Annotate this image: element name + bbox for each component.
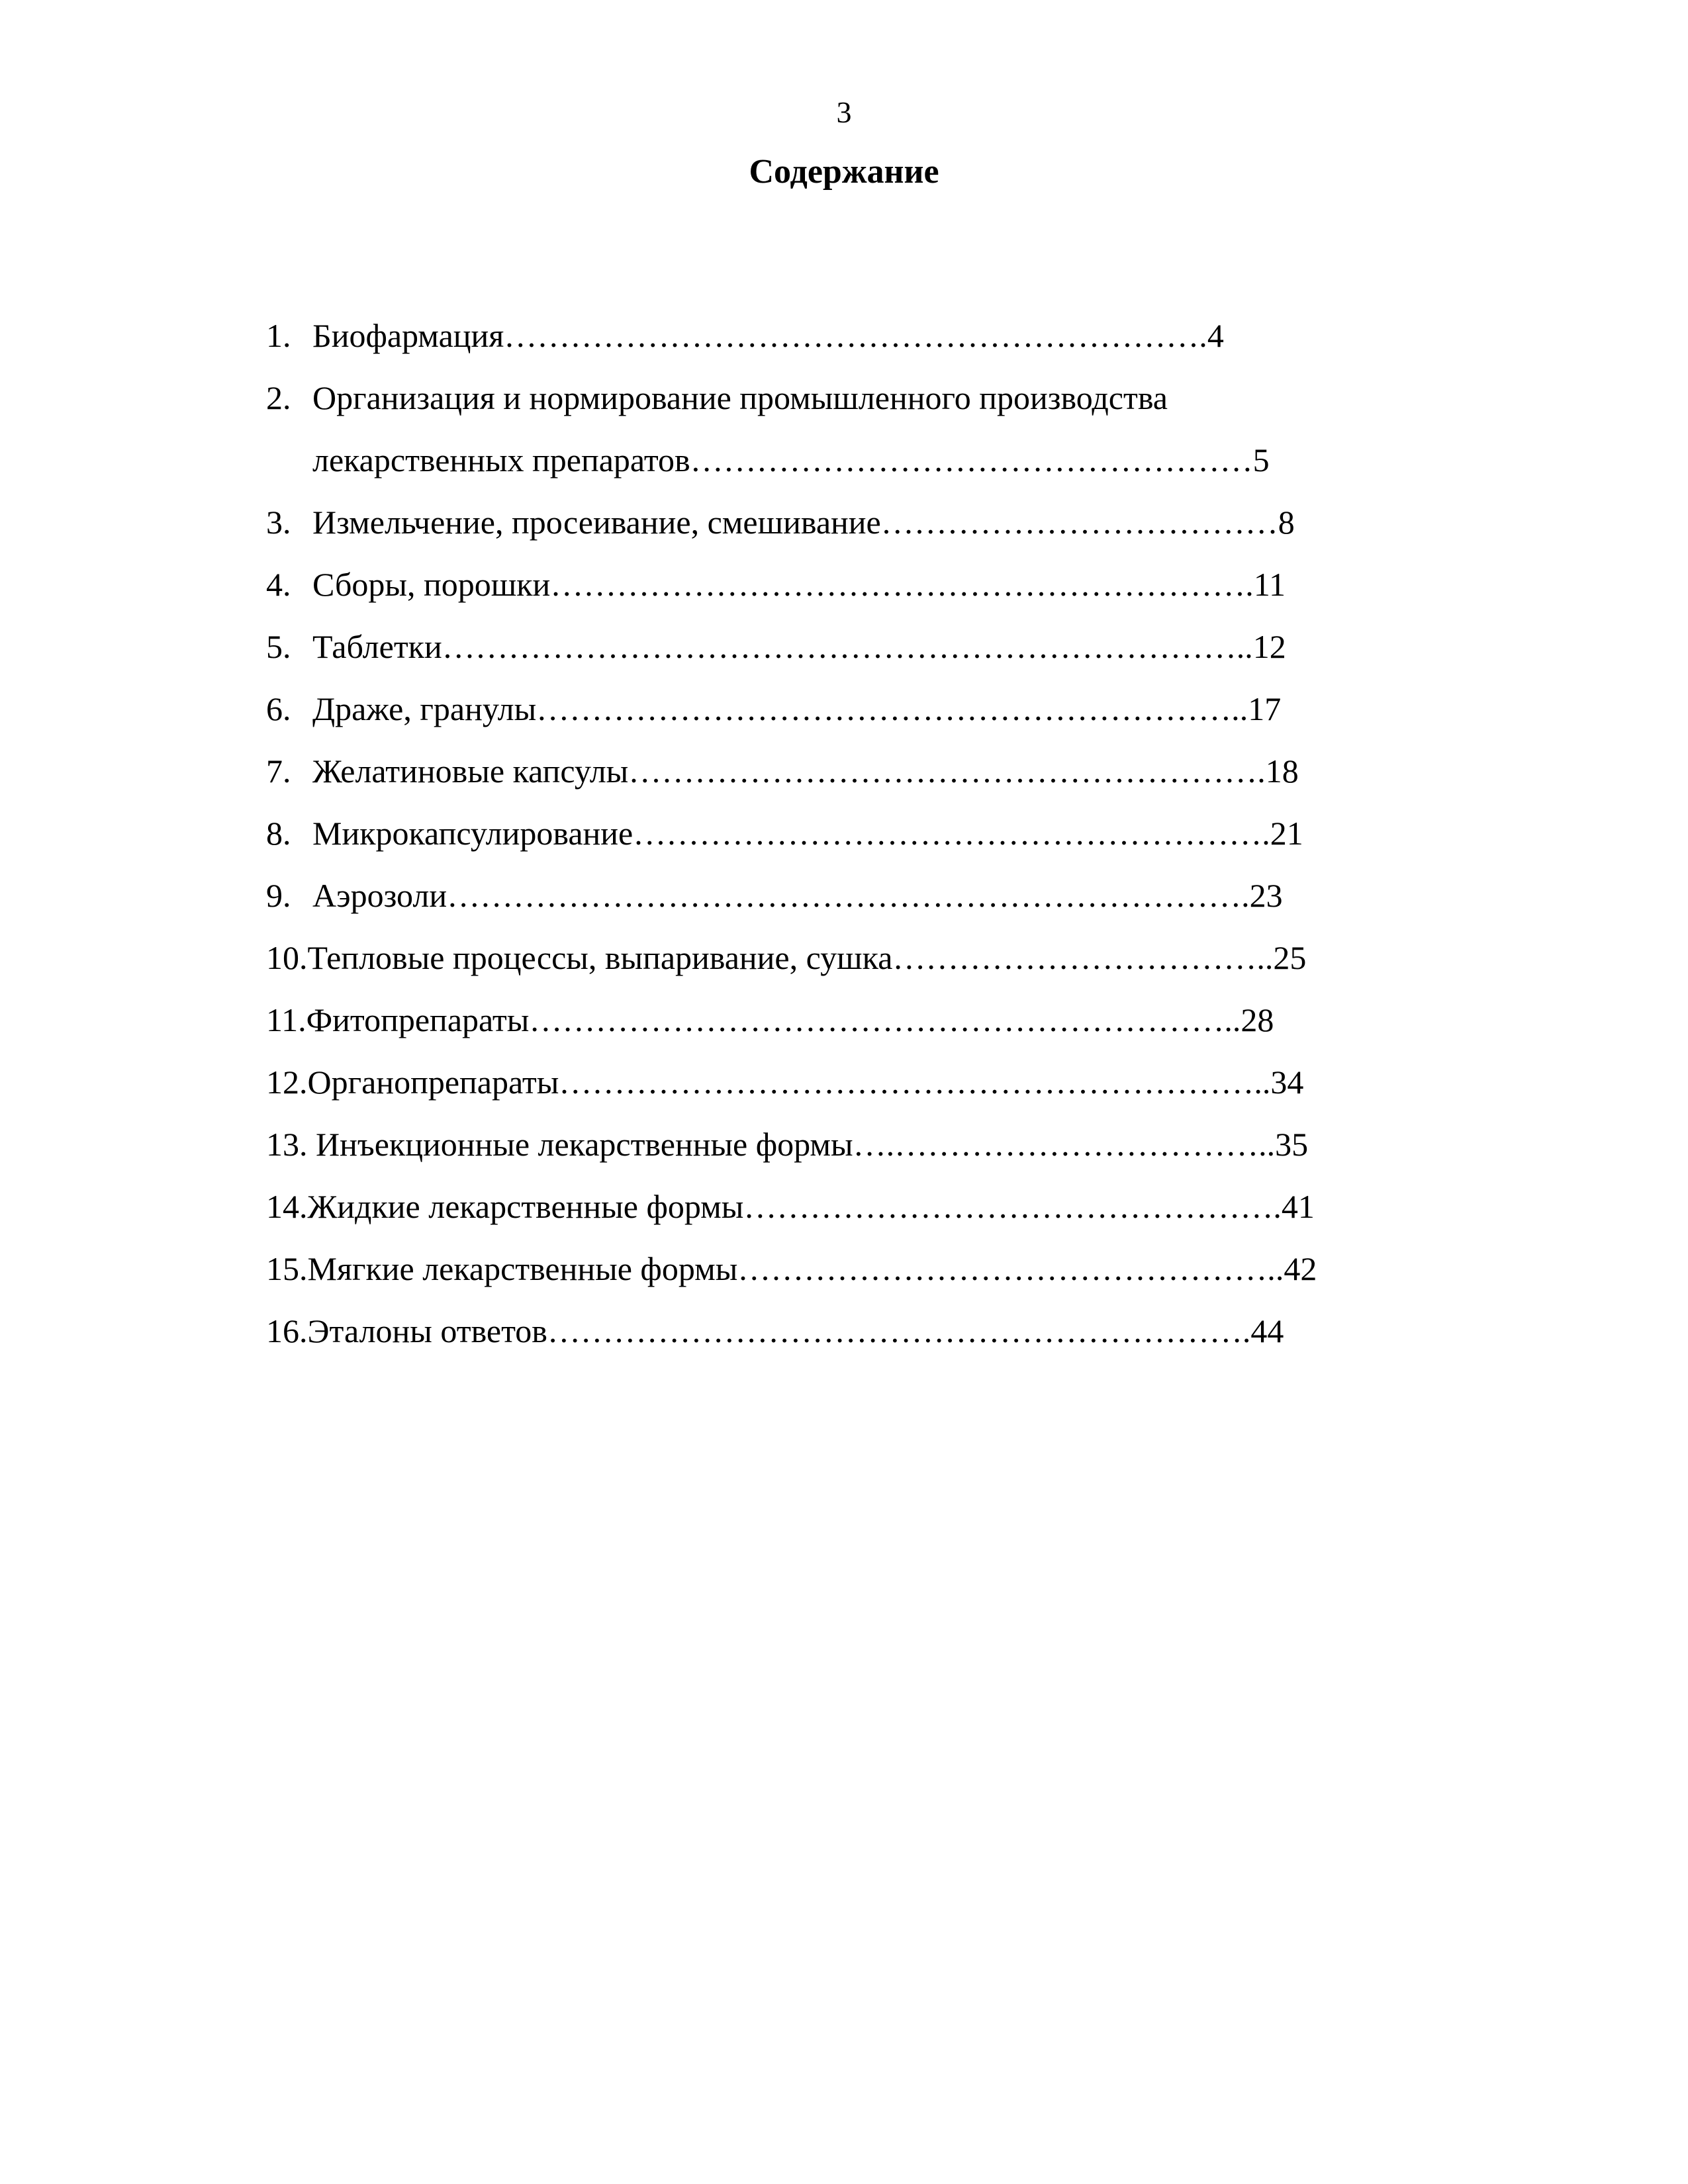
toc-item-text: Сборы, порошки……………………………………………………….11 (312, 566, 1286, 603)
toc-item-text: Организация и нормирование промышленного производства (312, 379, 1168, 416)
toc-item-page: 5 (1252, 441, 1270, 478)
toc-item-11[interactable] (266, 999, 1431, 1061)
toc-item-number: 10. (266, 939, 308, 976)
toc-item-number: 13. (266, 1126, 308, 1163)
toc-item-9[interactable] (266, 874, 1431, 936)
toc-item-text: Биофармация……………………………………………………….4 (312, 317, 1224, 354)
toc-item-page: ..34 (1254, 1064, 1304, 1101)
toc-item-page: .18 (1257, 752, 1299, 790)
toc-item-4[interactable] (266, 563, 1431, 625)
toc-item-page: 11 (1253, 566, 1286, 603)
toc-item-number: 14. (266, 1188, 308, 1225)
toc-item-6[interactable] (266, 688, 1431, 750)
toc-item-number: 12. (266, 1064, 308, 1101)
toc-item-number: 11. (266, 1001, 306, 1038)
toc-item-page: 23 (1249, 877, 1283, 914)
toc-item-number: 6. (266, 690, 291, 727)
toc-item-13[interactable] (266, 1123, 1431, 1185)
toc-item-12[interactable] (266, 1061, 1431, 1123)
toc-item-7[interactable] (266, 750, 1431, 812)
toc-item-page: .41 (1273, 1188, 1315, 1225)
toc-item-text: 14.Жидкие лекарственные формы………………………………………….41 (266, 1188, 1315, 1225)
toc-item-number: 1. (266, 317, 291, 354)
page-number: 3 (836, 95, 852, 129)
toc-item-number: 8. (266, 815, 291, 852)
toc-item-2[interactable] (266, 377, 1431, 439)
toc-item-text: 12.Органопрепараты………………………………………………………..34 (266, 1064, 1304, 1101)
toc-item-page: .44 (1242, 1312, 1284, 1349)
toc-item-page: .12 (1244, 628, 1286, 665)
toc-item-text: Таблетки………………………………………………………………..12 (312, 628, 1286, 665)
toc-item-5[interactable] (266, 625, 1431, 688)
toc-item-page: .17 (1239, 690, 1282, 727)
toc-item-text: 16.Эталоны ответов……………………………………………………….44 (266, 1312, 1284, 1349)
toc-item-page: .21 (1262, 815, 1303, 852)
toc-item-text: Измельчение, просеивание, смешивание………………………………8 (312, 504, 1295, 541)
toc-item-page: 8 (1278, 504, 1295, 541)
toc-item-number: 3. (266, 504, 291, 541)
toc-item-page: .25 (1264, 939, 1307, 976)
toc-item-number: 9. (266, 877, 291, 914)
toc-item-2-continued[interactable] (266, 439, 1431, 501)
toc-item-page: .42 (1275, 1250, 1317, 1287)
toc-item-14[interactable] (266, 1185, 1431, 1248)
toc-item-10[interactable] (266, 936, 1431, 999)
toc-item-number: 4. (266, 566, 291, 603)
toc-item-text: Микрокапсулирование………………………………………………….21 (312, 815, 1303, 852)
toc-item-15[interactable] (266, 1248, 1431, 1310)
toc-item-number: 7. (266, 752, 291, 790)
toc-item-text: 13. Инъекционные лекарственные формы….……………………………..35 (266, 1126, 1309, 1163)
toc-item-text: Аэрозоли……………………………………………………………….23 (312, 877, 1283, 914)
toc-item-number: 16. (266, 1312, 308, 1349)
toc-item-page: 4 (1207, 317, 1224, 354)
toc-item-8[interactable] (266, 812, 1431, 874)
toc-item-3[interactable] (266, 501, 1431, 563)
toc-item-text: лекарственных препаратов……………………………………………5 (312, 441, 1270, 478)
toc-item-number: 5. (266, 628, 291, 665)
toc-item-text: 15.Мягкие лекарственные формы…………………………………………..42 (266, 1250, 1317, 1287)
toc-item-text: Желатиновые капсулы………………………………………………….18 (312, 752, 1299, 790)
toc-item-number: 2. (266, 379, 291, 416)
toc-item-16[interactable] (266, 1310, 1431, 1372)
toc-item-text: 10.Тепловые процессы, выпаривание, сушка……………………………..25 (266, 939, 1307, 976)
toc-item-page: ..28 (1224, 1001, 1274, 1038)
toc-item-page: .35 (1266, 1126, 1309, 1163)
toc-item-text: 11.Фитопрепараты………………………………………………………..28 (266, 1001, 1274, 1038)
table-of-contents (266, 314, 1431, 1372)
page-title: Содержание (749, 153, 939, 191)
toc-item-number: 15. (266, 1250, 308, 1287)
toc-item-1[interactable] (266, 314, 1431, 377)
toc-item-text: Драже, гранулы………………………………………………………..17 (312, 690, 1282, 727)
